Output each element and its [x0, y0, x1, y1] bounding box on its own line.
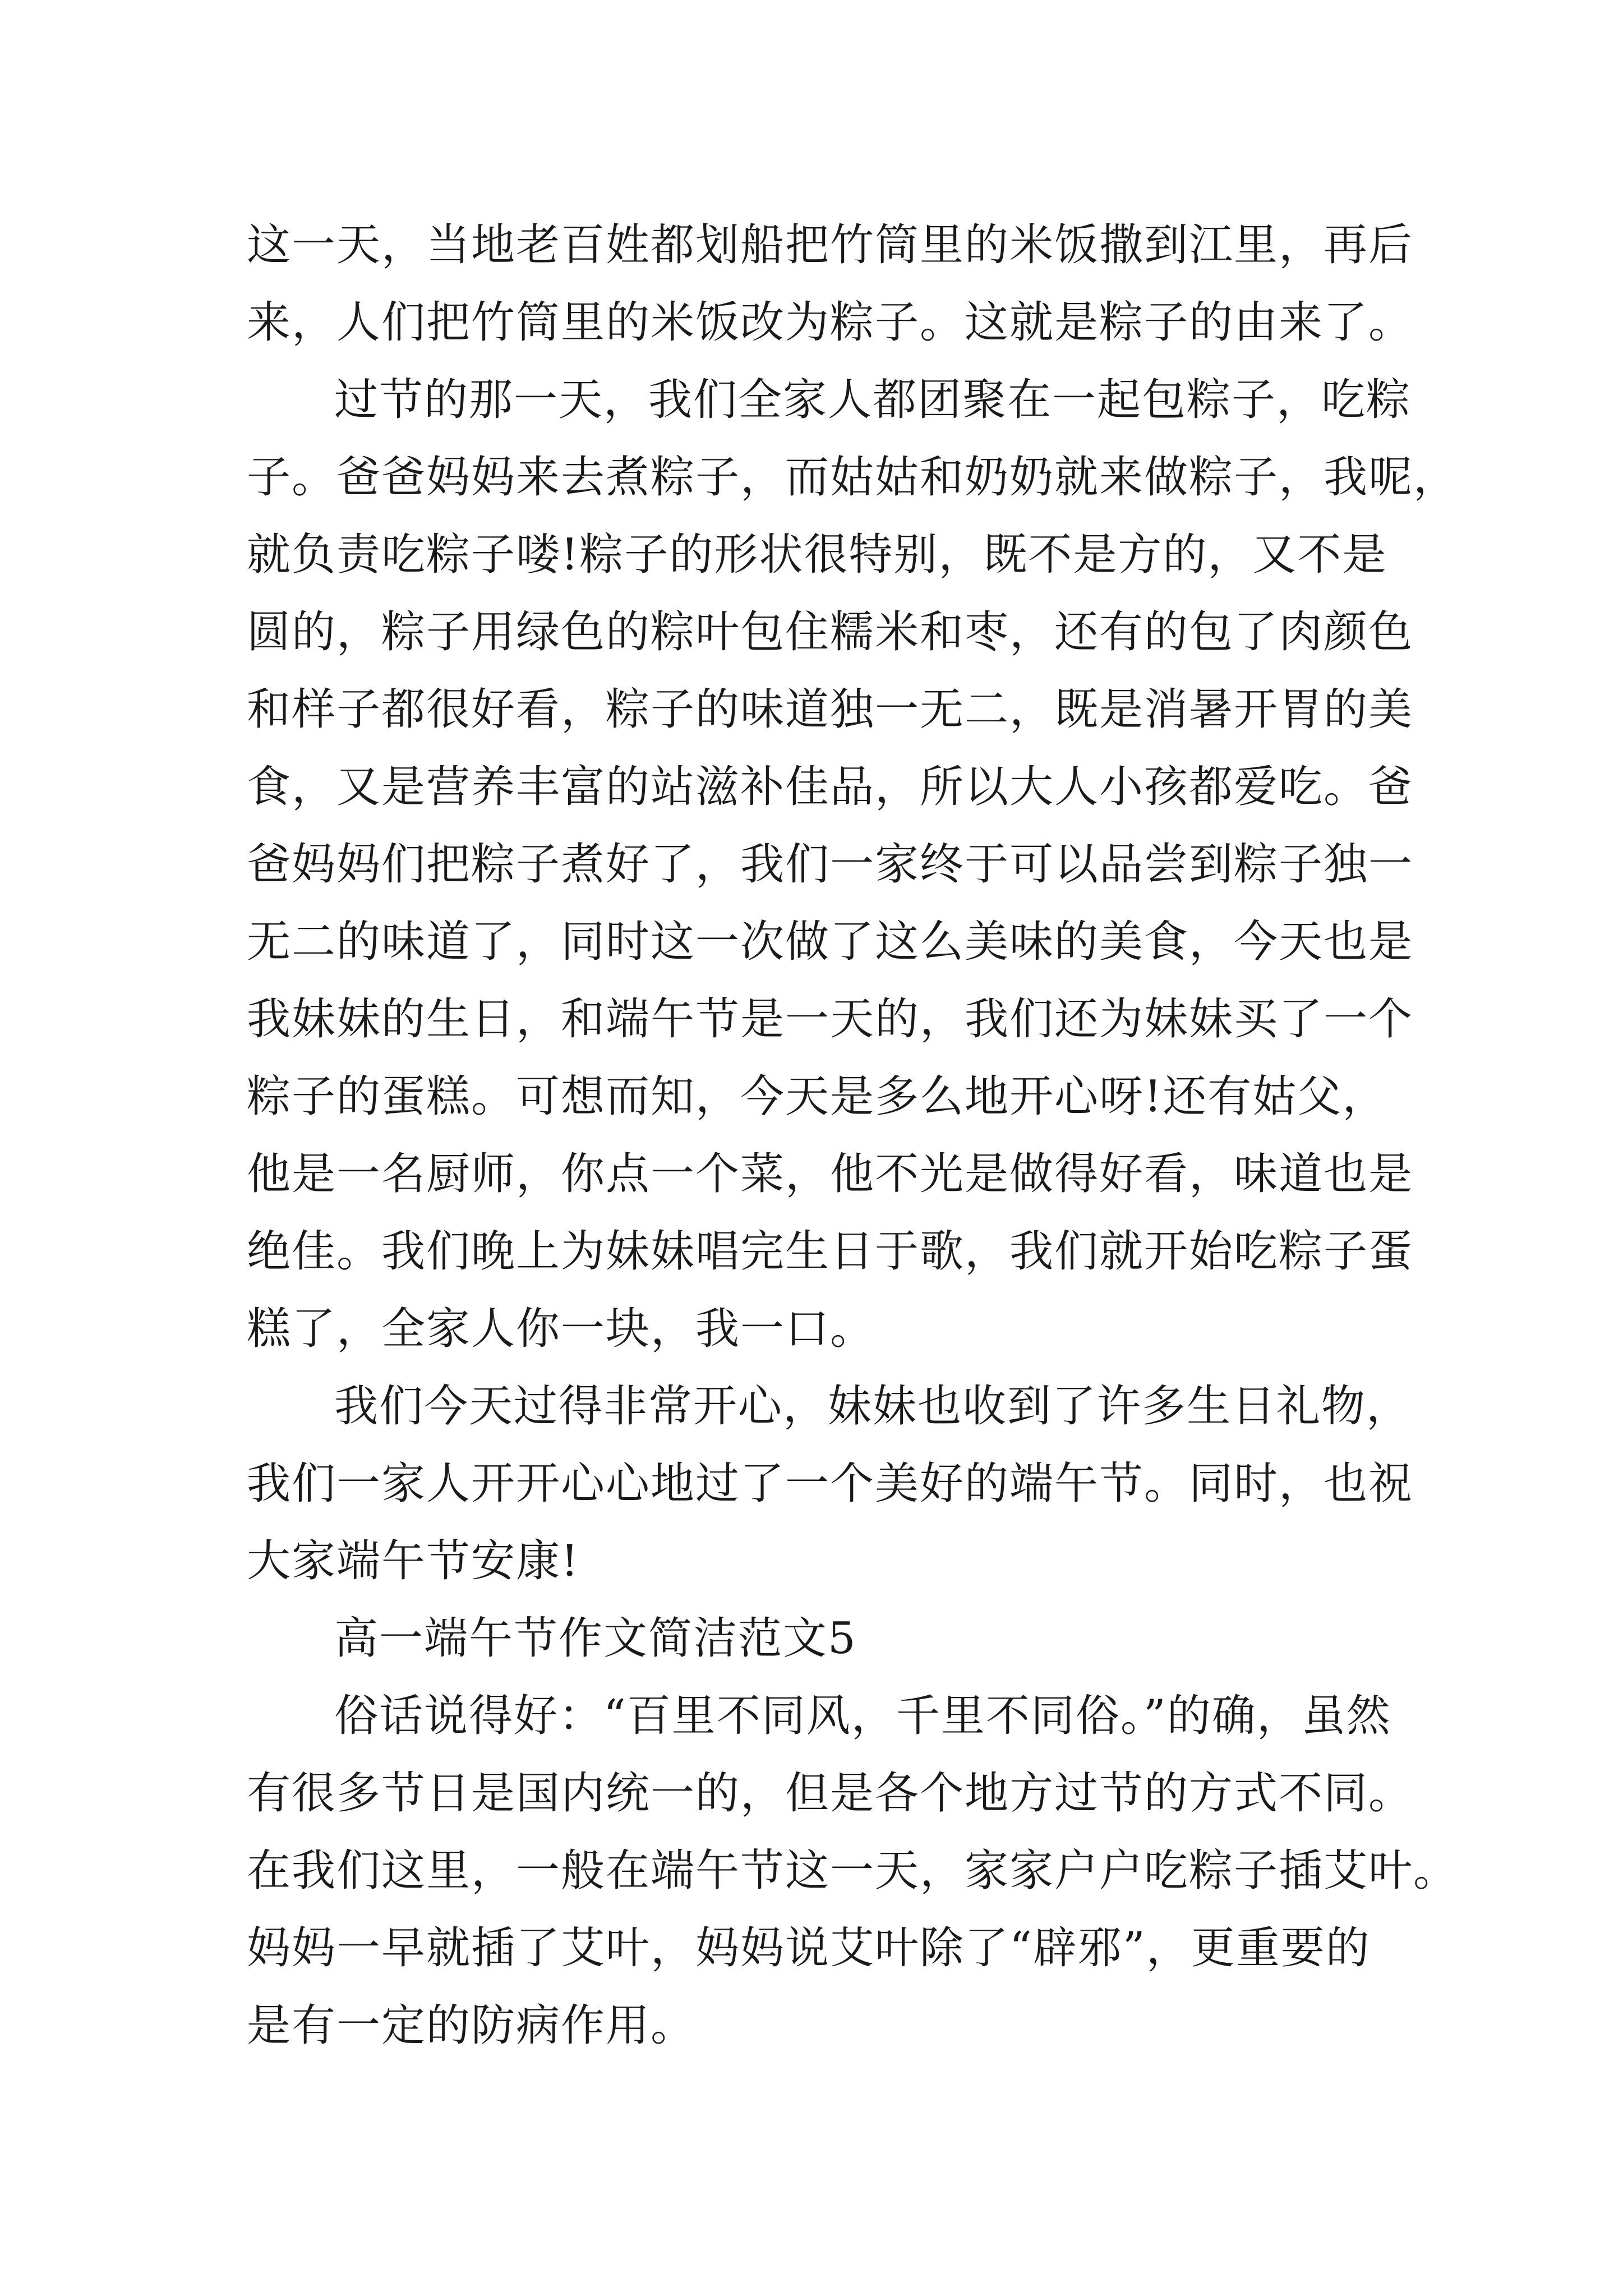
- text-line: 和样子都很好看，粽子的味道独一无二，既是消暑开胃的美: [247, 684, 1414, 735]
- paragraph-start-line: 俗话说得好：“百里不同风，千里不同俗。”的确，虽然: [334, 1691, 1391, 1741]
- text-line: 在我们这里，一般在端午节这一天，家家户户吃粽子插艾叶。: [247, 1846, 1459, 1896]
- text-line: 有很多节日是国内统一的，但是各个地方过节的方式不同。: [247, 1768, 1414, 1819]
- text-line: 我妹妹的生日，和端午节是一天的，我们还为妹妹买了一个: [247, 994, 1414, 1045]
- text-line: 爸妈妈们把粽子煮好了，我们一家终于可以品尝到粽子独一: [247, 839, 1414, 890]
- text-line: 绝佳。我们晚上为妹妹唱完生日于歌，我们就开始吃粽子蛋: [247, 1226, 1414, 1277]
- paragraph-start-line: 过节的那一天，我们全家人都团聚在一起包粽子，吃粽: [334, 375, 1412, 425]
- text-line: 我们一家人开开心心地过了一个美好的端午节。同时，也祝: [247, 1458, 1414, 1509]
- text-line: 糕了，全家人你一块，我一口。: [247, 1304, 875, 1354]
- text-line: 他是一名厨师，你点一个菜，他不光是做得好看，味道也是: [247, 1149, 1414, 1199]
- text-line: 圆的，粽子用绿色的粽叶包住糯米和枣，还有的包了肉颜色: [247, 607, 1414, 657]
- article-body: [247, 206, 1459, 2064]
- text-line: 是有一定的防病作用。: [247, 2000, 696, 2051]
- text-line: 食，又是营养丰富的站滋补佳品，所以大人小孩都爱吃。爸: [247, 762, 1414, 812]
- text-line: 大家端午节安康!: [247, 1536, 580, 1586]
- text-line: 子。爸爸妈妈来去煮粽子，而姑姑和奶奶就来做粽子，我呢，: [247, 452, 1459, 503]
- text-line: 无二的味道了，同时这一次做了这么美味的美食，今天也是: [247, 917, 1414, 967]
- section-heading: 高一端午节作文简洁范文5: [334, 1613, 857, 1664]
- text-line: 粽子的蛋糕。可想而知，今天是多么地开心呀!还有姑父，: [247, 1071, 1387, 1122]
- paragraph-start-line: 我们今天过得非常开心，妹妹也收到了许多生日礼物，: [334, 1381, 1412, 1432]
- text-line: 这一天，当地老百姓都划船把竹筒里的米饭撒到江里，再后: [247, 220, 1414, 270]
- text-line: 妈妈一早就插了艾叶，妈妈说艾叶除了“辟邪”，更重要的: [247, 1923, 1371, 1973]
- text-line: 来，人们把竹筒里的米饭改为粽子。这就是粽子的由来了。: [247, 297, 1414, 348]
- text-line: 就负责吃粽子喽!粽子的形状很特别，既不是方的，又不是: [247, 530, 1387, 580]
